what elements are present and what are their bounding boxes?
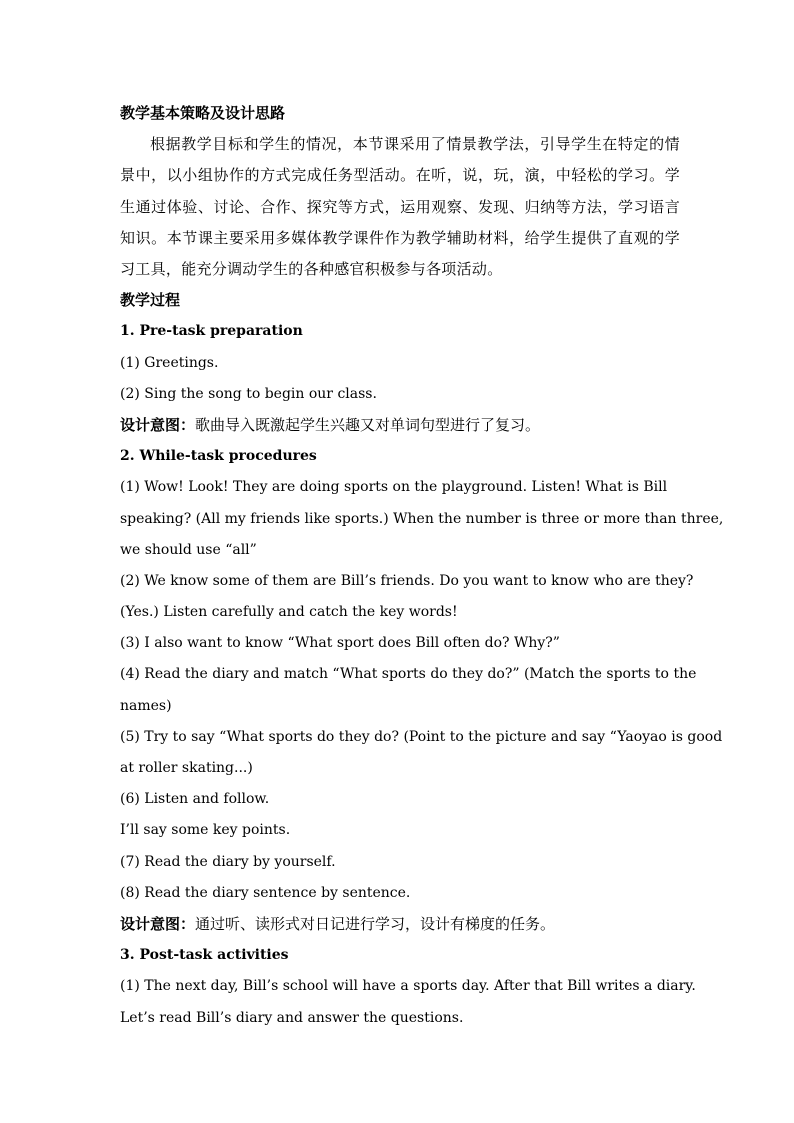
while-task-line: names) bbox=[120, 697, 172, 714]
document-content bbox=[120, 98, 724, 1034]
while-task-line: I’ll say some key points. bbox=[120, 822, 291, 839]
pre-task-title: 1. Pre-task preparation bbox=[120, 323, 303, 340]
strategy-paragraph-text: 根据教学目标和学生的情况，本节课采用了情景教学法，引导学生在特定的情景中，以小组协作的方式完成任务型活动。在听，说，玩，演，中轻松的学习。学生通过体验、讨论、合作、探究等方式，运用观察、发现、归纳等方法，学习语言知识。本节课主要采用多媒体教学课件作为教学辅助材料，给学生提供了直观的学习工具，能充分调动学生的各种感官积极参与各项活动。 bbox=[120, 135, 680, 278]
while-task-line: (8) Read the diary sentence by sentence. bbox=[120, 884, 411, 901]
while-task-line: (6) Listen and follow. bbox=[120, 791, 270, 808]
design-note-text: 歌曲导入既激起学生兴趣又对单词句型进行了复习。 bbox=[195, 415, 541, 434]
pre-task-item: (2) Sing the song to begin our class. bbox=[120, 385, 377, 402]
post-task-line: Let’s read Bill’s diary and answer the questions. bbox=[120, 1009, 464, 1026]
while-task-design-note bbox=[120, 909, 680, 940]
while-task-line: (2) We know some of them are Bill’s friends. Do you want to know who are they? bbox=[120, 572, 694, 589]
while-task-line: (5) Try to say “What sports do they do? (Point to the picture and say “Yaoyao is good bbox=[120, 728, 723, 745]
post-task-title: 3. Post-task activities bbox=[120, 947, 289, 964]
strategy-paragraph bbox=[120, 129, 680, 285]
while-task-line: (4) Read the diary and match “What sports do they do?” (Match the sports to the bbox=[120, 666, 697, 683]
process-heading: 教学过程 bbox=[120, 291, 181, 310]
while-task-line: we should use “all” bbox=[120, 541, 257, 558]
pre-task-item: (1) Greetings. bbox=[120, 354, 219, 371]
strategy-heading: 教学基本策略及设计思路 bbox=[120, 104, 286, 122]
post-task-line: (1) The next day, Bill’s school will have a sports day. After that Bill writes a diary. bbox=[120, 978, 696, 995]
design-note-text: 通过听、读形式对日记进行学习，设计有梯度的任务。 bbox=[195, 914, 556, 933]
while-task-line: at roller skating...) bbox=[120, 760, 253, 777]
while-task-line: (7) Read the diary by yourself. bbox=[120, 853, 336, 870]
design-note-label: 设计意图： bbox=[120, 415, 196, 434]
while-task-title: 2. While-task procedures bbox=[120, 448, 317, 465]
while-task-line: speaking? (All my friends like sports.) When the number is three or more than three, bbox=[120, 510, 724, 527]
while-task-line: (Yes.) Listen carefully and catch the key words! bbox=[120, 604, 458, 621]
design-note-label: 设计意图： bbox=[120, 914, 196, 933]
while-task-line: (3) I also want to know “What sport does Bill often do? Why?” bbox=[120, 635, 560, 652]
pre-task-design-note bbox=[120, 410, 680, 441]
while-task-line: (1) Wow! Look! They are doing sports on the playground. Listen! What is Bill bbox=[120, 479, 668, 496]
